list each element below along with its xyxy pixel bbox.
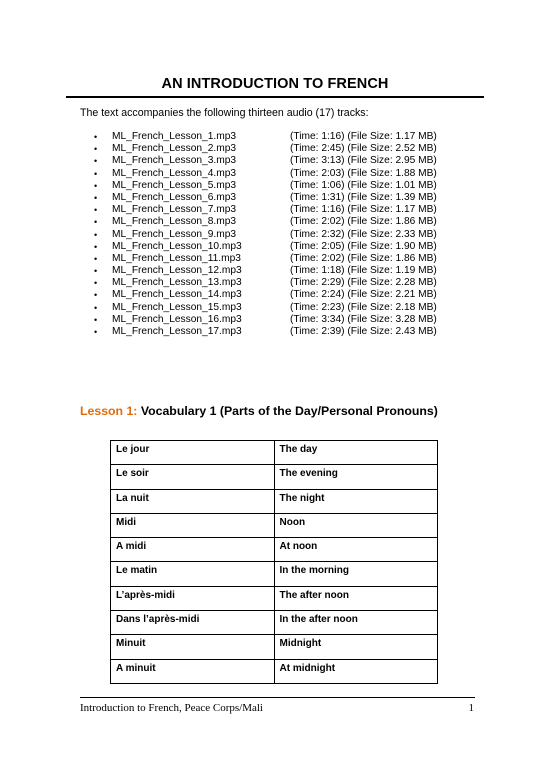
vocabulary-table bbox=[110, 440, 438, 684]
footer-divider bbox=[80, 697, 475, 698]
table-row bbox=[111, 489, 438, 513]
table-row bbox=[111, 441, 438, 465]
lesson-heading bbox=[80, 404, 438, 418]
english-term: The evening bbox=[274, 465, 438, 489]
table-row bbox=[111, 611, 438, 635]
english-term: At noon bbox=[274, 538, 438, 562]
french-term: A minuit bbox=[111, 659, 275, 683]
track-list-item bbox=[94, 253, 474, 265]
track-info: (Time: 2:23) (File Size: 2.18 MB) bbox=[290, 301, 437, 313]
track-list-item bbox=[94, 168, 474, 180]
track-list-item bbox=[94, 229, 474, 241]
english-term: In the morning bbox=[274, 562, 438, 586]
bullet-icon: • bbox=[94, 192, 98, 203]
english-term: Noon bbox=[274, 513, 438, 537]
bullet-icon: • bbox=[94, 314, 98, 325]
track-filename: ML_French_Lesson_10.mp3 bbox=[112, 240, 242, 252]
bullet-icon: • bbox=[94, 205, 98, 216]
bullet-icon: • bbox=[94, 229, 98, 240]
track-list-item bbox=[94, 289, 474, 301]
french-term: Minuit bbox=[111, 635, 275, 659]
track-info: (Time: 2:29) (File Size: 2.28 MB) bbox=[290, 277, 437, 289]
french-term: Dans l’après-midi bbox=[111, 611, 275, 635]
track-info: (Time: 2:45) (File Size: 2.52 MB) bbox=[290, 143, 437, 155]
track-list-item bbox=[94, 131, 474, 143]
track-info: (Time: 1:18) (File Size: 1.19 MB) bbox=[290, 265, 437, 277]
track-list-item bbox=[94, 241, 474, 253]
track-info: (Time: 2:02) (File Size: 1.86 MB) bbox=[290, 216, 437, 228]
table-row bbox=[111, 635, 438, 659]
bullet-icon: • bbox=[94, 180, 98, 191]
track-filename: ML_French_Lesson_15.mp3 bbox=[112, 301, 242, 313]
bullet-icon: • bbox=[94, 253, 98, 264]
table-row bbox=[111, 659, 438, 683]
french-term: Le matin bbox=[111, 562, 275, 586]
french-term: La nuit bbox=[111, 489, 275, 513]
french-term: L’après-midi bbox=[111, 586, 275, 610]
track-info: (Time: 1:31) (File Size: 1.39 MB) bbox=[290, 191, 437, 203]
track-filename: ML_French_Lesson_11.mp3 bbox=[112, 252, 241, 264]
track-list-item bbox=[94, 326, 474, 338]
track-filename: ML_French_Lesson_4.mp3 bbox=[112, 167, 237, 179]
table-row bbox=[111, 465, 438, 489]
bullet-icon: • bbox=[94, 266, 98, 277]
track-info: (Time: 1:16) (File Size: 1.17 MB) bbox=[290, 131, 437, 142]
track-list-item bbox=[94, 302, 474, 314]
table-row bbox=[111, 538, 438, 562]
page-title: AN INTRODUCTION TO FRENCH bbox=[161, 76, 389, 92]
track-filename: ML_French_Lesson_12.mp3 bbox=[112, 265, 242, 277]
lesson-title: Vocabulary 1 (Parts of the Day/Personal Pronouns) bbox=[140, 404, 438, 418]
track-filename: ML_French_Lesson_9.mp3 bbox=[112, 228, 237, 240]
french-term: Le jour bbox=[111, 441, 275, 465]
track-info: (Time: 2:03) (File Size: 1.88 MB) bbox=[290, 167, 437, 179]
track-list-item bbox=[94, 314, 474, 326]
track-filename: ML_French_Lesson_17.mp3 bbox=[112, 326, 242, 337]
track-filename: ML_French_Lesson_8.mp3 bbox=[112, 216, 237, 228]
english-term: In the after noon bbox=[274, 611, 438, 635]
track-filename: ML_French_Lesson_16.mp3 bbox=[112, 313, 242, 325]
table-row bbox=[111, 562, 438, 586]
french-term: Midi bbox=[111, 513, 275, 537]
footer-text: Introduction to French, Peace Corps/Mali bbox=[80, 702, 263, 714]
track-list-item bbox=[94, 265, 474, 277]
table-row bbox=[111, 513, 438, 537]
track-info: (Time: 2:24) (File Size: 2.21 MB) bbox=[290, 289, 437, 301]
track-list bbox=[94, 131, 474, 338]
track-info: (Time: 1:06) (File Size: 1.01 MB) bbox=[290, 179, 437, 191]
track-filename: ML_French_Lesson_3.mp3 bbox=[112, 155, 237, 167]
table-row bbox=[111, 586, 438, 610]
bullet-icon: • bbox=[94, 327, 98, 337]
track-info: (Time: 3:34) (File Size: 3.28 MB) bbox=[290, 313, 437, 325]
track-filename: ML_French_Lesson_5.mp3 bbox=[112, 179, 237, 191]
english-term: At midnight bbox=[274, 659, 438, 683]
bullet-icon: • bbox=[94, 302, 98, 313]
bullet-icon: • bbox=[94, 278, 98, 289]
french-term: A midi bbox=[111, 538, 275, 562]
bullet-icon: • bbox=[94, 144, 98, 155]
track-info: (Time: 1:16) (File Size: 1.17 MB) bbox=[290, 204, 437, 216]
bullet-icon: • bbox=[94, 156, 98, 167]
track-list-item bbox=[94, 192, 474, 204]
bullet-icon: • bbox=[94, 290, 98, 301]
bullet-icon: • bbox=[94, 132, 98, 142]
track-filename: ML_French_Lesson_1.mp3 bbox=[112, 131, 237, 142]
bullet-icon: • bbox=[94, 217, 98, 228]
track-filename: ML_French_Lesson_7.mp3 bbox=[112, 204, 237, 216]
title-underline bbox=[66, 96, 484, 98]
english-term: The night bbox=[274, 489, 438, 513]
track-info: (Time: 2:05) (File Size: 1.90 MB) bbox=[290, 240, 437, 252]
french-term: Le soir bbox=[111, 465, 275, 489]
lesson-number: Lesson 1: bbox=[80, 404, 138, 418]
english-term: The day bbox=[274, 441, 438, 465]
page-number: 1 bbox=[468, 702, 474, 714]
track-filename: ML_French_Lesson_13.mp3 bbox=[112, 277, 242, 289]
track-info: (Time: 2:39) (File Size: 2.43 MB) bbox=[290, 326, 437, 337]
track-list-item bbox=[94, 143, 474, 155]
track-list-item bbox=[94, 204, 474, 216]
track-list-item bbox=[94, 155, 474, 167]
bullet-icon: • bbox=[94, 241, 98, 252]
intro-text: The text accompanies the following thirteen audio (17) tracks: bbox=[80, 107, 369, 119]
english-term: Midnight bbox=[274, 635, 438, 659]
track-list-item bbox=[94, 216, 474, 228]
track-filename: ML_French_Lesson_14.mp3 bbox=[112, 289, 242, 301]
track-list-item bbox=[94, 277, 474, 289]
track-info: (Time: 2:02) (File Size: 1.86 MB) bbox=[290, 252, 437, 264]
track-info: (Time: 3:13) (File Size: 2.95 MB) bbox=[290, 155, 437, 167]
track-filename: ML_French_Lesson_2.mp3 bbox=[112, 143, 237, 155]
track-filename: ML_French_Lesson_6.mp3 bbox=[112, 191, 237, 203]
track-list-item bbox=[94, 180, 474, 192]
english-term: The after noon bbox=[274, 586, 438, 610]
track-info: (Time: 2:32) (File Size: 2.33 MB) bbox=[290, 228, 437, 240]
bullet-icon: • bbox=[94, 168, 98, 179]
